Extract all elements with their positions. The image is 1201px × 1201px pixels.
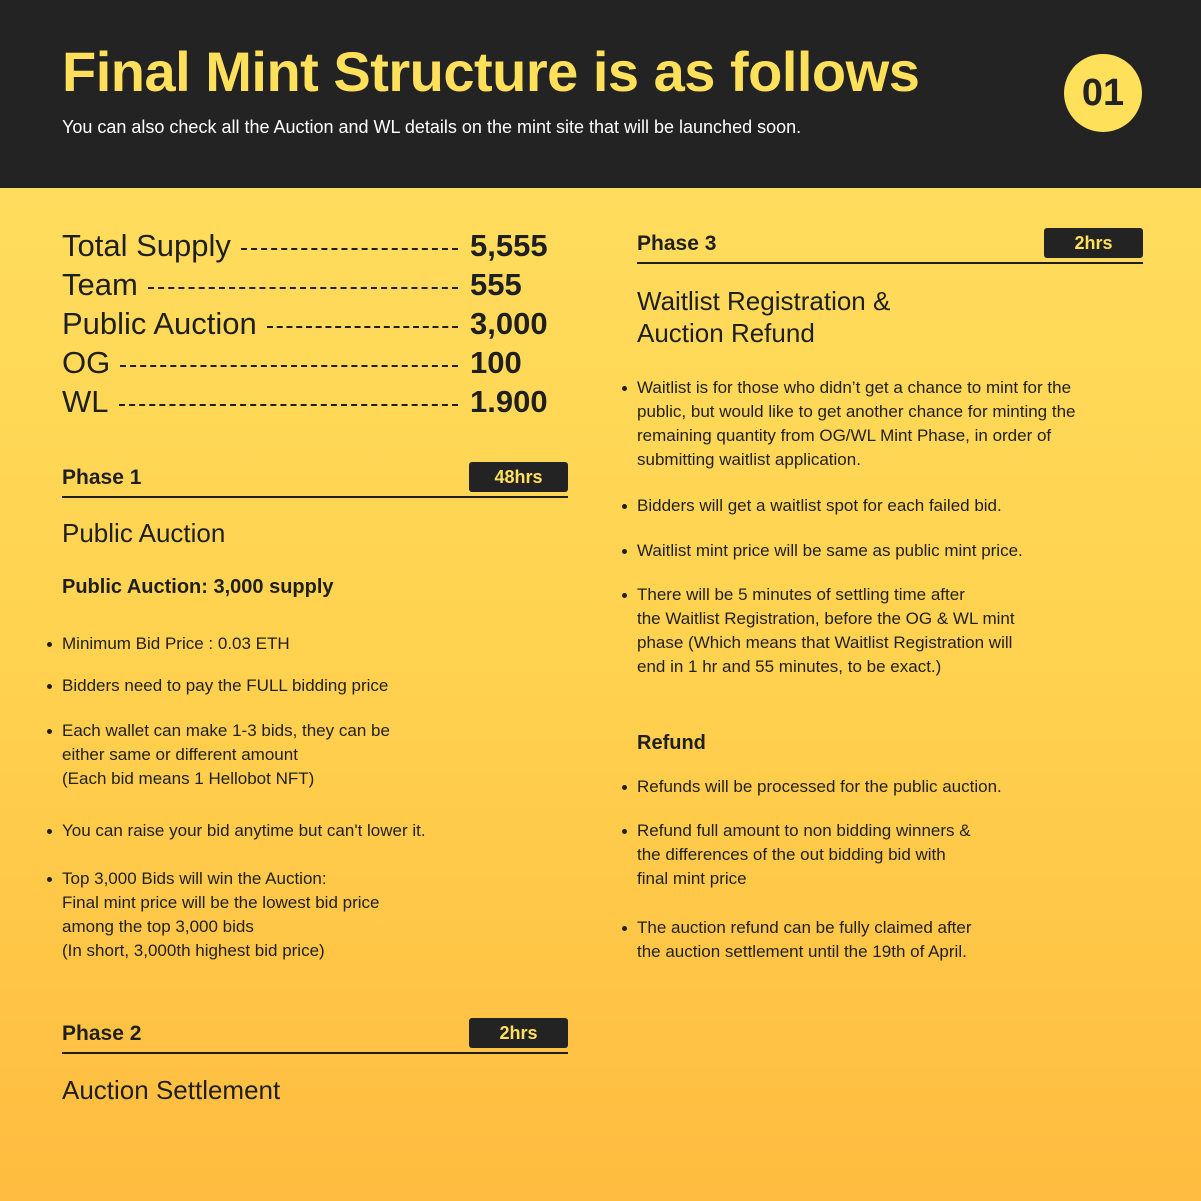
phase-3-header bbox=[637, 228, 1143, 264]
supply-value: 555 bbox=[470, 266, 522, 302]
page-title: Final Mint Structure is as follows bbox=[62, 40, 920, 103]
supply-table bbox=[62, 226, 572, 421]
supply-row-team bbox=[62, 265, 572, 304]
supply-row-total bbox=[62, 226, 572, 265]
supply-value: 5,555 bbox=[470, 227, 548, 263]
phase-1-subtitle: Public Auction: 3,000 supply bbox=[62, 576, 334, 598]
list-item: Bidders will get a waitlist spot for each failed bid. bbox=[637, 494, 1002, 518]
list-item: There will be 5 minutes of settling time after the Waitlist Registration, before the OG & WL mint phase (Which means that Waitlist Registration will end in 1 hr and 55 minutes, to be exact.) bbox=[637, 583, 1015, 679]
phase-1-duration-badge: 48hrs bbox=[469, 462, 568, 492]
supply-label: Total Supply bbox=[62, 227, 231, 263]
list-item: Each wallet can make 1-3 bids, they can be either same or different amount (Each bid means 1 Hellobot NFT) bbox=[62, 719, 390, 791]
phase-2-title: Auction Settlement bbox=[62, 1075, 281, 1105]
list-item: Waitlist mint price will be same as public mint price. bbox=[637, 539, 1023, 563]
supply-label: Public Auction bbox=[62, 305, 257, 341]
list-item: Refund full amount to non bidding winners & the differences of the out bidding bid with final mint price bbox=[637, 819, 971, 891]
list-item: You can raise your bid anytime but can't lower it. bbox=[62, 819, 426, 843]
dotted-leader bbox=[120, 365, 458, 367]
phase-1-title: Public Auction bbox=[62, 518, 226, 548]
list-item: Top 3,000 Bids will win the Auction: Final mint price will be the lowest bid price among the top 3,000 bids (In short, 3,000th highest bid price) bbox=[62, 867, 379, 963]
phase-3-duration-badge: 2hrs bbox=[1044, 228, 1143, 258]
phase-2-duration-badge: 2hrs bbox=[469, 1018, 568, 1048]
phase-1-label: Phase 1 bbox=[62, 466, 142, 489]
refund-title: Refund bbox=[637, 732, 706, 754]
supply-label: WL bbox=[62, 383, 109, 419]
phase-3-title: Waitlist Registration & Auction Refund bbox=[637, 286, 891, 348]
list-item: Minimum Bid Price : 0.03 ETH bbox=[62, 632, 290, 656]
phase-2-header bbox=[62, 1018, 568, 1054]
dotted-leader bbox=[119, 404, 459, 406]
list-item: The auction refund can be fully claimed after the auction settlement until the 19th of April. bbox=[637, 916, 972, 964]
supply-label: OG bbox=[62, 344, 111, 380]
supply-row-og bbox=[62, 343, 572, 382]
supply-label: Team bbox=[62, 266, 138, 302]
phase-3-label: Phase 3 bbox=[637, 232, 717, 255]
list-item: Waitlist is for those who didn’t get a chance to mint for the public, but would like to get another chance for minting the remaining quantity from OG/WL Mint Phase, in order of submitting waitlist application. bbox=[637, 376, 1076, 472]
supply-value: 3,000 bbox=[470, 305, 548, 341]
header-banner bbox=[0, 0, 1201, 188]
page-number-badge: 01 bbox=[1064, 54, 1142, 132]
supply-row-public-auction bbox=[62, 304, 572, 343]
dotted-leader bbox=[267, 326, 458, 328]
list-item: Bidders need to pay the FULL bidding price bbox=[62, 674, 388, 698]
supply-row-wl bbox=[62, 382, 572, 421]
dotted-leader bbox=[148, 287, 458, 289]
supply-value: 1.900 bbox=[470, 383, 548, 419]
dotted-leader bbox=[241, 248, 458, 250]
list-item: Refunds will be processed for the public auction. bbox=[637, 775, 1002, 799]
phase-2-label: Phase 2 bbox=[62, 1022, 142, 1045]
phase-1-header bbox=[62, 462, 568, 498]
page-subtitle: You can also check all the Auction and WL details on the mint site that will be launched soon. bbox=[62, 117, 802, 137]
supply-value: 100 bbox=[470, 344, 522, 380]
